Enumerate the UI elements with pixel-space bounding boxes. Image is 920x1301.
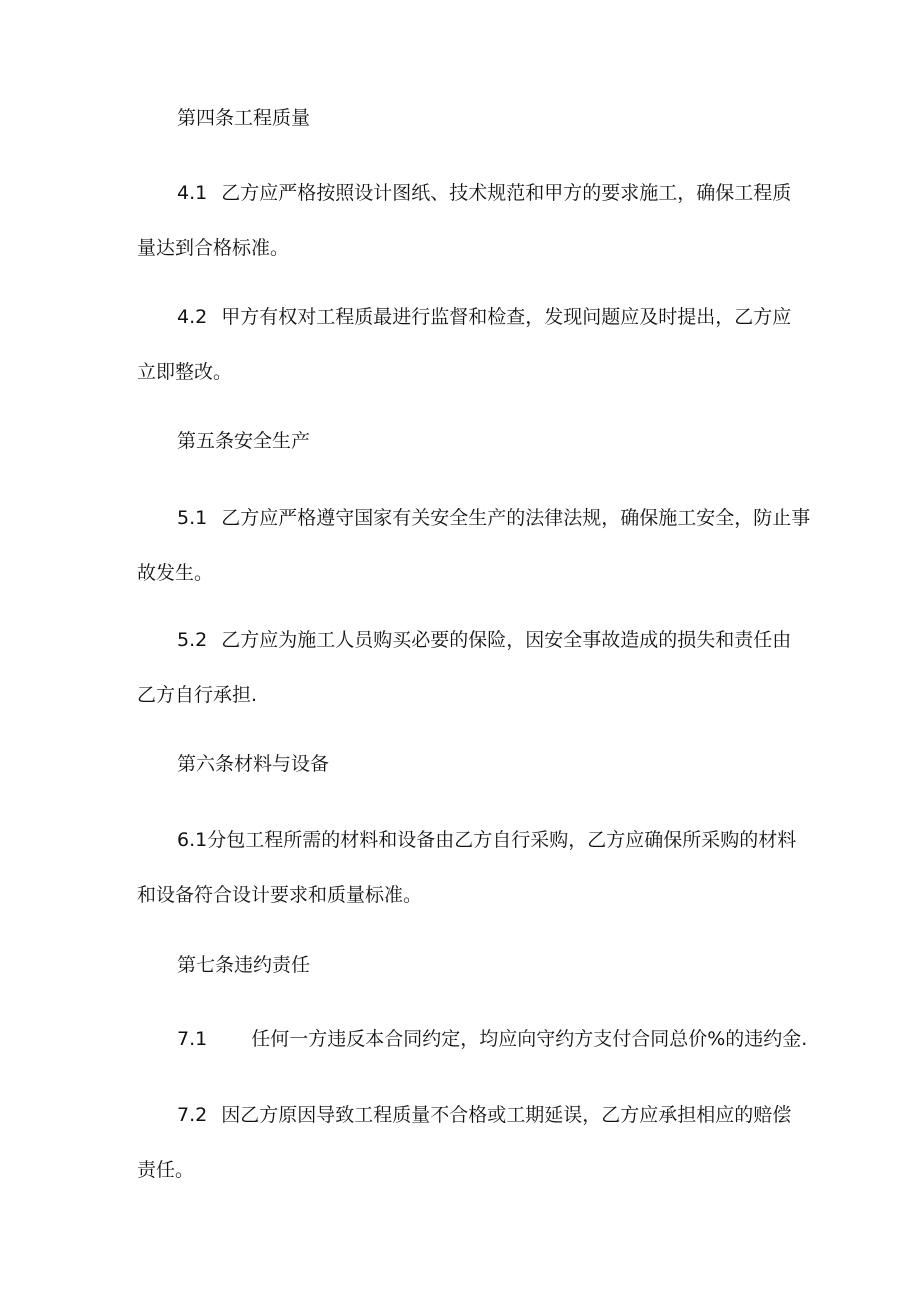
clause-line — [137, 290, 792, 345]
clause-4-2 — [137, 290, 792, 400]
clause-line — [137, 1012, 808, 1067]
clause-line — [137, 613, 792, 668]
clause-number: 5.1 — [177, 507, 208, 529]
clause-text: 乙方应严格按照设计图纸、技术规范和甲方的要求施工，确保工程质 — [221, 182, 792, 204]
section-heading-7 — [177, 938, 827, 993]
clause-5-1 — [137, 491, 811, 601]
clause-line-continued: 立即整改。 — [137, 361, 233, 383]
clause-number: 7.2 — [177, 1104, 208, 1126]
clause-number: 7.1 — [177, 1028, 208, 1050]
clause-line: 6.1分包工程所需的材料和设备由乙方自行采购，乙方应确保所采购的材料 — [177, 829, 797, 851]
clause-number: 4.1 — [177, 182, 208, 204]
section-heading-6 — [177, 737, 827, 792]
clause-5-2 — [137, 613, 792, 723]
clause-line — [137, 491, 811, 546]
clause-7-1 — [137, 1012, 808, 1067]
section-heading-5 — [177, 414, 827, 469]
clause-line-continued: 乙方自行承担. — [137, 684, 258, 706]
clause-4-1 — [137, 166, 792, 276]
clause-line-continued: 责任。 — [137, 1159, 195, 1181]
clause-text: 任何一方违反本合同约定，均应向守约方支付合同总价%的违约金. — [251, 1028, 808, 1050]
section-heading-4 — [177, 91, 827, 146]
clause-text: 因乙方原因导致工程质量不合格或工期延误，乙方应承担相应的赔偿 — [221, 1104, 792, 1126]
heading-text: 第七条违约责任 — [177, 954, 311, 976]
clause-number: 4.2 — [177, 306, 208, 328]
clause-line — [137, 166, 792, 221]
heading-text: 第五条安全生产 — [177, 430, 311, 452]
clause-6-1 — [137, 813, 797, 923]
clause-line-continued: 故发生。 — [137, 562, 214, 584]
heading-text: 第四条工程质量 — [177, 107, 311, 129]
clause-text: 乙方应严格遵守国家有关安全生产的法律法规，确保施工安全，防止事 — [221, 507, 811, 529]
clause-text: 乙方应为施工人员购买必要的保险，因安全事故造成的损失和责任由 — [221, 629, 792, 651]
clause-line — [137, 1088, 792, 1143]
clause-line-continued: 和设备符合设计要求和质量标准。 — [137, 884, 423, 906]
clause-line-continued: 量达到合格标准。 — [137, 237, 290, 259]
heading-text: 第六条材料与设备 — [177, 753, 330, 775]
clause-text: 甲方有权对工程质最进行监督和检查，发现问题应及时提出，乙方应 — [221, 306, 792, 328]
clause-7-2 — [137, 1088, 792, 1198]
clause-number: 5.2 — [177, 629, 208, 651]
